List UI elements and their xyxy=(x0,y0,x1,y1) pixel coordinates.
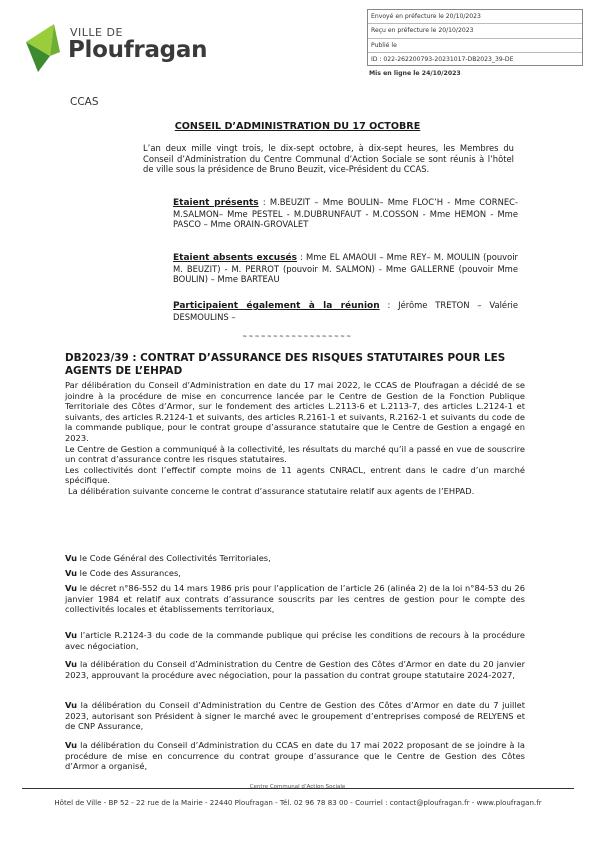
footer-address: Hôtel de Ville - BP 52 - 22 rue de la Mairie - 22440 Ploufragan - Tél. 02 96 78 83 00 - Courriel : contact@ploufragan.fr - www.ploufragan.fr xyxy=(54,798,542,807)
footer-divider xyxy=(22,788,574,789)
body-paragraph: Le Centre de Gestion a communiqué à la collectivité, les résultats du marché qu’il a passé en vue de souscrire un contrat d’assurance contre les risques statutaires. xyxy=(65,443,525,465)
vu-item xyxy=(65,700,525,732)
separator: ≈≈≈≈≈≈≈≈≈≈≈≈≈≈≈≈≈≈ xyxy=(242,334,353,340)
vu-item xyxy=(65,659,525,680)
body-paragraph: Les collectivités dont l’effectif compte moins de 11 agents CNRACL, entrent dans le cadre d’un marché spécifique. xyxy=(65,464,525,486)
vu-keyword: Vu xyxy=(65,583,78,593)
vu-keyword: Vu xyxy=(65,700,78,710)
vu-text: le Code Général des Collectivités Territoriales, xyxy=(77,553,271,563)
vu-text: le Code des Assurances, xyxy=(77,568,181,578)
logo-city-name: Ploufragan xyxy=(68,37,208,63)
vu-keyword: Vu xyxy=(65,659,78,669)
ville-logo xyxy=(24,22,224,74)
vu-keyword: Vu xyxy=(65,553,78,563)
participaient-label: Participaient également à la réunion xyxy=(173,301,380,311)
logo-ville-text: VILLE DE xyxy=(70,26,123,39)
body-paragraph: La délibération suivante concerne le contrat d’assurance statutaire relatif aux agents de l’EHPAD. xyxy=(68,485,475,496)
page-title: CONSEIL D’ADMINISTRATION DU 17 OCTOBRE xyxy=(174,121,421,132)
vu-text: le décret n°86-552 du 14 mars 1986 pris pour l’application de l’article 26 (alinéa 2) de la loi n°84-53 du 26 janvier 1984 et relatif aux contrats d’assurance souscrits par les centres de gestion pour le compte des collectivités locales et établissements territoriaux, xyxy=(65,583,525,615)
absents-label: Etaient absents excusés xyxy=(173,253,298,263)
vu-keyword: Vu xyxy=(65,568,78,578)
stamp-publie: Publié le xyxy=(368,39,582,53)
deliberation-body xyxy=(65,380,525,497)
stamp-envoye: Envoyé en préfecture le 20/10/2023 xyxy=(368,10,582,24)
body-paragraph: Par délibération du Conseil d’Administration en date du 17 mai 2022, le CCAS de Ploufragan a décidé de se joindre à la procédure de mise en concurrence lancée par le Centre de Gestion de la Fonction Publique Territoriale des Côtes d’Armor, sur le fondement des articles L.2113-6 et L.2113-7, des articles L.2124-1 et suivants, des articles R.2124-1 et suivants, des articles R.2161-1 et suivants, R.2162-1 et suivants du code de la commande publique, pour le contrat groupe d’assurance statutaire que le Centre de Gestion a engagé en 2023. xyxy=(65,380,525,443)
vu-item xyxy=(65,740,525,772)
vu-item xyxy=(65,553,525,564)
footer-centre-label: Centre Communal d’Action Sociale xyxy=(249,784,346,790)
participaient-paragraph xyxy=(173,300,518,322)
intro-paragraph: L’an deux mille vingt trois, le dix-sept octobre, à dix-sept heures, les Membres du Conseil d’Administration du Centre Communal d’Action Sociale se sont réunis à l’hôtel de ville sous la présidence de Bruno Beuzit, vice-Président du CCAS. xyxy=(143,143,514,175)
vu-item xyxy=(65,630,525,651)
absents-text: : Mme EL AMAOUI – Mme REY– M. MOULIN (pouvoir M. BEUZIT) - M. PERROT (pouvoir M. SALMON) - Mme GALLERNE (pouvoir Mme BOULIN) – Mme BARTEAU xyxy=(173,252,518,285)
stamp-recu: Reçu en préfecture le 20/10/2023 xyxy=(368,24,582,38)
vu-item xyxy=(65,583,525,615)
prefecture-stamp xyxy=(367,9,583,66)
absents-paragraph xyxy=(173,252,518,285)
deliberation-title: DB2023/39 : CONTRAT D’ASSURANCE DES RISQUES STATUTAIRES POUR LES AGENTS DE L’EHPAD xyxy=(65,352,506,377)
vu-text: la délibération du Conseil d’Administration du CCAS en date du 17 mai 2022 proposant de se joindre à la procédure de mise en concurrence du contrat groupe d’assurance que le Centre de Gestion des Côtes d’Armor a organisé, xyxy=(65,740,525,772)
vu-keyword: Vu xyxy=(65,630,78,640)
logo-leaf-icon xyxy=(24,22,68,74)
vu-keyword: Vu xyxy=(65,740,78,750)
vu-text: l’article R.2124-3 du code de la commande publique qui précise les conditions de recours à la procédure avec négociation, xyxy=(65,630,525,651)
presents-label: Etaient présents xyxy=(173,198,259,208)
vu-text: la délibération du Conseil d’Administration du Centre de Gestion des Côtes d’Armor en date du 20 janvier 2023, approuvant la procédure avec négociation, pour la passation du contrat groupe statutaire 2024-2027, xyxy=(65,659,525,680)
vu-text: la délibération du Conseil d’Administration du Centre de Gestion des Côtes d’Armor en date du 7 juillet 2023, autorisant son Président à signer le marché avec le groupement d’entreprises composé de RELYENS et de CNP Assurance, xyxy=(65,700,525,732)
participaient-text: : Jérôme TRETON – Valérie DESMOULINS – xyxy=(173,300,518,322)
stamp-id: ID : 022-262200793-20231017-DB2023_39-DE xyxy=(371,56,514,64)
presents-text: : M.BEUZIT – Mme BOULIN– Mme FLOC’H - Mme CORNEC- M.SALMON– Mme PESTEL - M.DUBRUNFAUT - M.COSSON - Mme HEMON - Mme PASCO – Mme ORAIN-GROVALET xyxy=(173,197,518,230)
stamp-mise-en-ligne: Mis en ligne le 24/10/2023 xyxy=(369,70,461,77)
vu-item xyxy=(65,568,525,579)
presents-paragraph xyxy=(173,197,518,230)
ccas-label: CCAS xyxy=(70,96,99,108)
